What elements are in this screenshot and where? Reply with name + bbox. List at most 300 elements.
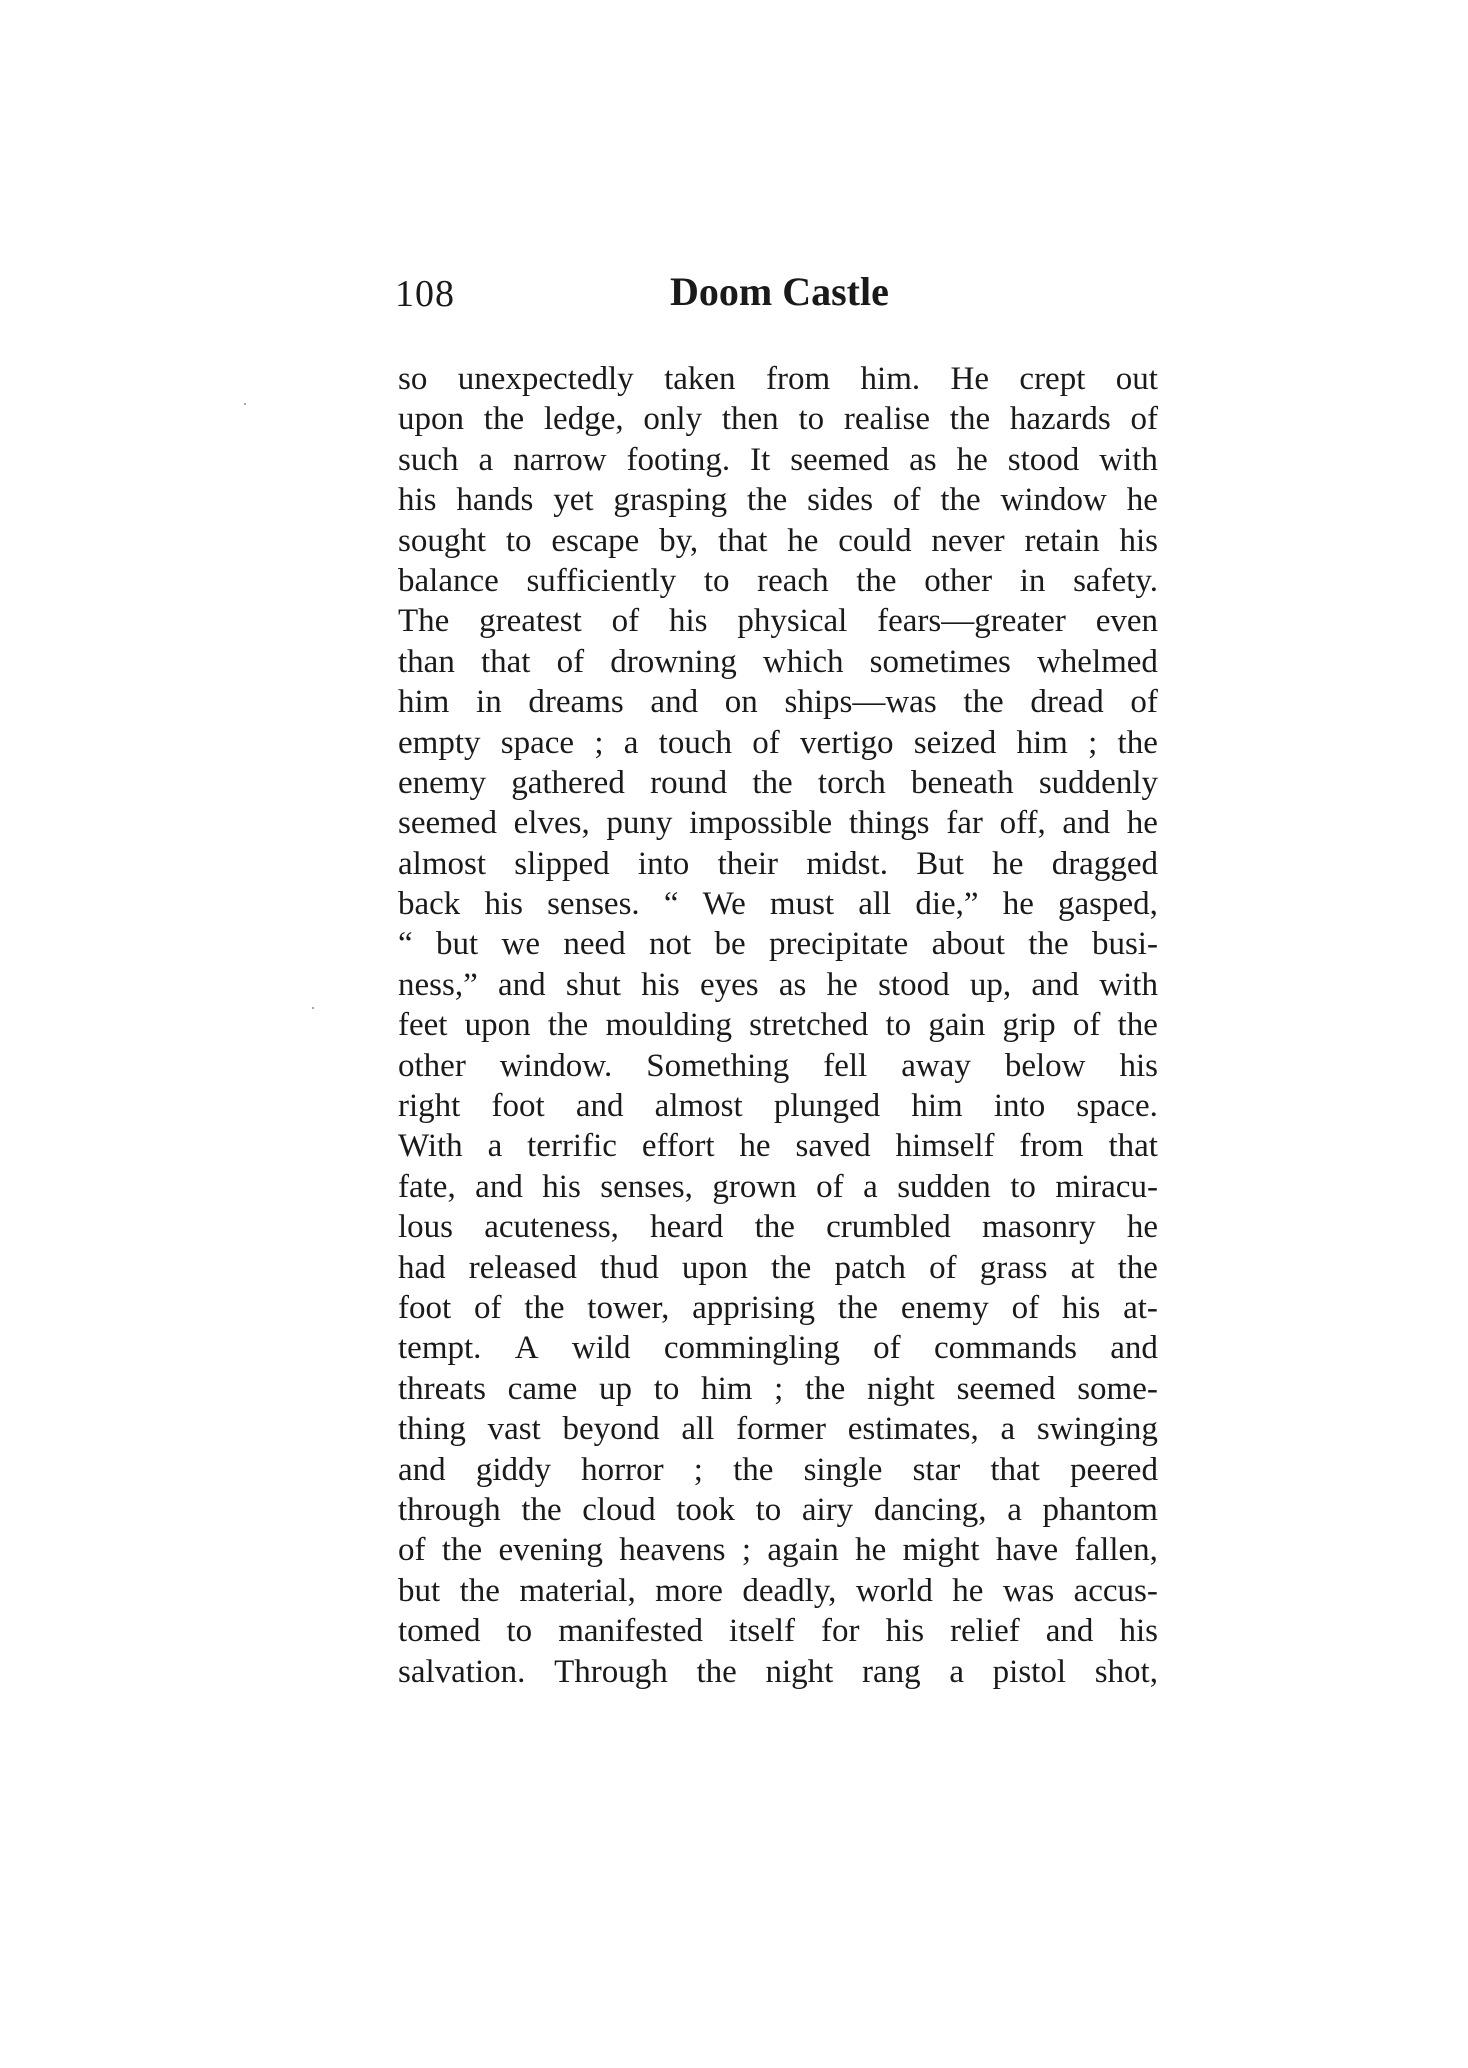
word: other <box>398 1047 466 1084</box>
word: stood <box>1007 441 1080 478</box>
word: eyes <box>699 966 759 1003</box>
word: foot <box>398 1289 452 1326</box>
text-line <box>398 682 1158 722</box>
word: midst. <box>806 845 888 882</box>
word: material, <box>519 1572 636 1609</box>
text-line <box>398 1450 1158 1490</box>
word: below <box>1004 1047 1086 1084</box>
text-line <box>398 359 1158 399</box>
word: than <box>398 643 455 680</box>
word: might <box>902 1532 980 1569</box>
word: to <box>703 562 730 599</box>
word: round <box>650 764 728 801</box>
word: senses, <box>600 1168 693 1205</box>
word: and <box>650 684 699 721</box>
word: things <box>848 805 930 842</box>
word: “ <box>398 926 413 963</box>
word: as <box>909 441 937 478</box>
word: A <box>514 1330 539 1367</box>
word: him <box>911 1088 963 1125</box>
word: such <box>398 441 459 478</box>
text-line <box>398 1369 1158 1409</box>
word: of <box>473 1289 502 1326</box>
word: a <box>478 441 494 478</box>
word: masonry <box>981 1209 1096 1246</box>
word: taken <box>664 361 736 397</box>
word: of <box>873 1330 901 1367</box>
word: escape <box>551 522 640 559</box>
text-line <box>398 1490 1158 1530</box>
word: seemed <box>956 1370 1056 1407</box>
word: sudden <box>897 1168 991 1205</box>
word: manifested <box>558 1613 703 1650</box>
word: far <box>946 805 983 842</box>
word: beyond <box>562 1411 660 1448</box>
word: seemed <box>398 805 497 842</box>
word: right <box>398 1088 461 1125</box>
word: ; <box>693 1451 703 1488</box>
text-line <box>398 1126 1158 1166</box>
word: heard <box>650 1209 724 1246</box>
word: the <box>746 482 788 519</box>
word: The <box>398 603 450 640</box>
word: which <box>762 643 844 680</box>
word: lous <box>398 1209 454 1246</box>
word: the <box>770 1249 812 1286</box>
text-line <box>398 1005 1158 1045</box>
word: yet <box>553 482 594 519</box>
word: die,” <box>915 886 979 923</box>
word: miracu- <box>1055 1168 1158 1205</box>
text-line <box>398 723 1158 763</box>
word: his <box>885 1613 925 1650</box>
word: with <box>1099 966 1158 1003</box>
word: enemy <box>398 764 486 801</box>
text-line <box>398 884 1158 924</box>
word: We <box>702 886 746 923</box>
word: not <box>648 926 692 963</box>
word: the <box>1117 1249 1158 1286</box>
word: estimates, <box>847 1411 979 1448</box>
word: plunged <box>773 1088 881 1125</box>
body-text <box>398 359 1158 1692</box>
word: effort <box>641 1128 715 1165</box>
word: was <box>1002 1572 1055 1609</box>
word: even <box>1095 603 1158 640</box>
word: ; <box>1088 724 1098 761</box>
word: reach <box>757 562 829 599</box>
word: that <box>480 643 531 680</box>
word: the <box>547 1007 589 1044</box>
word: evening <box>498 1532 603 1569</box>
word: the <box>949 401 991 438</box>
text-line <box>398 1409 1158 1449</box>
word: elves, <box>513 805 590 842</box>
word: upon <box>398 401 464 438</box>
word: night <box>867 1370 935 1407</box>
word: from <box>1019 1128 1084 1165</box>
word: at- <box>1123 1289 1158 1326</box>
word: former <box>736 1411 826 1448</box>
word: beneath <box>910 764 1014 801</box>
word: could <box>838 522 912 559</box>
word: shot, <box>1094 1653 1158 1690</box>
word: of <box>1130 401 1158 438</box>
word: gain <box>928 1007 986 1044</box>
word: that <box>1108 1128 1158 1165</box>
word: slipped <box>514 845 610 882</box>
word: terrific <box>527 1128 617 1165</box>
text-line <box>398 803 1158 843</box>
word: more <box>655 1572 723 1609</box>
word: shut <box>565 966 621 1003</box>
word: his <box>484 886 523 923</box>
word: into <box>993 1088 1046 1125</box>
word: of <box>816 1168 844 1205</box>
word: on <box>724 684 758 721</box>
word: he <box>855 1532 887 1569</box>
word: single <box>803 1451 883 1488</box>
word: that <box>717 522 768 559</box>
text-line <box>398 763 1158 803</box>
word: With <box>398 1128 463 1165</box>
word: saved <box>795 1128 871 1165</box>
word: window. <box>499 1047 613 1084</box>
word: safety. <box>1073 562 1158 599</box>
word: through <box>398 1491 501 1528</box>
text-line <box>398 1571 1158 1611</box>
word: came <box>507 1370 578 1407</box>
word: he <box>1126 1209 1158 1246</box>
word: impossible <box>689 805 833 842</box>
text-line <box>398 480 1158 520</box>
scan-speck <box>312 1007 314 1009</box>
word: He <box>950 361 990 397</box>
word: the <box>733 1451 774 1488</box>
word: a <box>623 724 639 761</box>
word: phantom <box>1042 1491 1158 1528</box>
word: away <box>901 1047 971 1084</box>
word: and <box>1045 1613 1094 1650</box>
word: torch <box>817 764 886 801</box>
word: he <box>787 522 819 559</box>
word: moulding <box>605 1007 732 1044</box>
word: the <box>754 1209 795 1246</box>
text-line <box>398 1611 1158 1651</box>
word: about <box>931 926 1005 963</box>
text-line <box>398 1530 1158 1570</box>
word: the <box>940 482 981 519</box>
word: to <box>653 1370 680 1407</box>
word: the <box>459 1572 500 1609</box>
word: and <box>1062 805 1111 842</box>
word: at <box>1070 1249 1095 1286</box>
word: stood <box>878 966 950 1003</box>
text-line <box>398 440 1158 480</box>
word: a <box>487 1128 503 1165</box>
word: salvation. <box>398 1653 526 1690</box>
word: sufficiently <box>526 562 677 599</box>
word: relief <box>950 1613 1020 1650</box>
text-line <box>398 1328 1158 1368</box>
word: the <box>837 1289 879 1326</box>
word: sides <box>807 482 874 519</box>
word: the <box>963 684 1004 721</box>
word: of <box>1011 1289 1040 1326</box>
word: up <box>598 1370 632 1407</box>
word: commands <box>933 1330 1077 1367</box>
text-line <box>398 1086 1158 1126</box>
word: the <box>804 1370 846 1407</box>
scan-speck <box>244 403 246 405</box>
word: his <box>398 482 437 519</box>
word: gathered <box>511 764 625 801</box>
word: ness,” <box>398 966 478 1003</box>
word: puny <box>606 805 673 842</box>
word: have <box>995 1532 1059 1569</box>
word: must <box>769 886 835 923</box>
word: some- <box>1077 1370 1158 1407</box>
word: and <box>498 966 546 1003</box>
word: a <box>949 1653 964 1690</box>
word: he <box>952 1572 984 1609</box>
word: into <box>637 845 690 882</box>
word: a <box>1007 1491 1022 1528</box>
word: but <box>398 1572 441 1609</box>
word: patch <box>834 1249 906 1286</box>
word: then <box>721 401 779 438</box>
word: off, <box>999 805 1046 842</box>
word: dancing, <box>873 1491 987 1528</box>
word: and <box>398 1451 446 1488</box>
word: and <box>575 1088 624 1125</box>
word: accus- <box>1073 1572 1158 1609</box>
word: pistol <box>992 1653 1067 1690</box>
text-line <box>398 601 1158 641</box>
word: tower, <box>587 1289 670 1326</box>
word: retain <box>1024 522 1100 559</box>
word: a <box>1000 1411 1016 1448</box>
word: ; <box>774 1370 784 1407</box>
word: the <box>441 1532 483 1569</box>
word: greatest <box>479 603 582 640</box>
word: window <box>1000 482 1107 519</box>
word: heavens <box>619 1532 726 1569</box>
word: feet <box>398 1007 448 1044</box>
text-line <box>398 1207 1158 1247</box>
word: had <box>398 1249 446 1286</box>
word: that <box>990 1451 1040 1488</box>
word: senses. <box>547 886 640 923</box>
word: took <box>676 1491 735 1528</box>
word: crept <box>1019 361 1086 397</box>
word: and <box>475 1168 523 1205</box>
word: thud <box>600 1249 659 1286</box>
word: “ <box>663 886 679 923</box>
word: fallen, <box>1074 1532 1158 1569</box>
word: as <box>778 966 807 1003</box>
word: Something <box>646 1047 790 1084</box>
word: the <box>483 401 525 438</box>
text-line <box>398 561 1158 601</box>
word: a <box>863 1168 878 1205</box>
word: of <box>752 724 780 761</box>
word: grasping <box>613 482 728 519</box>
text-line <box>398 924 1158 964</box>
word: his <box>1119 1047 1158 1084</box>
word: of <box>398 1532 426 1569</box>
word: to <box>755 1491 782 1528</box>
word: swinging <box>1036 1411 1158 1448</box>
word: thing <box>398 1411 466 1448</box>
word: his <box>668 603 708 640</box>
word: seized <box>913 724 997 761</box>
word: empty <box>398 724 481 761</box>
word: his <box>1119 1613 1158 1650</box>
text-line <box>398 1248 1158 1288</box>
word: upon <box>464 1007 531 1044</box>
word: grip <box>1002 1007 1056 1044</box>
word: cloud <box>582 1491 656 1528</box>
word: of <box>1072 1007 1101 1044</box>
word: he <box>956 441 988 478</box>
word: the <box>1117 724 1158 761</box>
word: to <box>885 1007 912 1044</box>
word: ; <box>741 1532 752 1569</box>
word: be <box>714 926 746 963</box>
word: the <box>524 1289 565 1326</box>
text-line <box>398 1167 1158 1207</box>
word: fears—greater <box>877 603 1066 640</box>
word: the <box>1117 1007 1158 1044</box>
text-line <box>398 642 1158 682</box>
word: and <box>1110 1330 1158 1367</box>
word: world <box>855 1572 933 1609</box>
word: rang <box>861 1653 921 1690</box>
word: to <box>798 401 825 438</box>
text-line <box>398 1288 1158 1328</box>
word: foot <box>491 1088 545 1125</box>
word: himself <box>895 1128 995 1165</box>
word: by, <box>659 522 699 559</box>
text-line <box>398 844 1158 884</box>
word: all <box>858 886 892 923</box>
word: we <box>501 926 540 963</box>
word: hands <box>456 482 534 519</box>
word: commingling <box>663 1330 840 1367</box>
word: up, <box>969 966 1012 1003</box>
word: fate, <box>398 1168 456 1205</box>
word: sought <box>398 522 487 559</box>
word: space. <box>1076 1088 1158 1125</box>
word: grass <box>979 1249 1048 1286</box>
word: his <box>1061 1289 1101 1326</box>
word: released <box>468 1249 577 1286</box>
word: But <box>916 845 964 882</box>
word: his <box>542 1168 581 1205</box>
word: vertigo <box>800 724 894 761</box>
word: peered <box>1070 1451 1158 1488</box>
word: but <box>436 926 479 963</box>
word: of <box>556 643 585 680</box>
word: touch <box>658 724 732 761</box>
word: airy <box>801 1491 854 1528</box>
word: It <box>750 441 771 478</box>
word: to <box>1010 1168 1036 1205</box>
word: so <box>398 361 428 397</box>
text-line <box>398 399 1158 439</box>
word: giddy <box>475 1451 551 1488</box>
word: his <box>1119 522 1158 559</box>
word: stretched <box>749 1007 869 1044</box>
word: night <box>765 1653 834 1690</box>
word: busi- <box>1091 926 1158 963</box>
word: to <box>506 1613 533 1650</box>
running-title: Doom Castle <box>670 269 889 314</box>
word: of <box>892 482 921 519</box>
text-line <box>398 965 1158 1005</box>
word: deadly, <box>742 1572 837 1609</box>
word: star <box>912 1451 961 1488</box>
word: from <box>765 361 831 397</box>
word: the <box>752 764 793 801</box>
word: him <box>701 1370 753 1407</box>
word: enemy <box>900 1289 989 1326</box>
word: out <box>1115 361 1158 397</box>
word: him. <box>860 361 921 397</box>
word: realise <box>843 401 931 438</box>
word: tempt. <box>398 1330 482 1367</box>
word: ; <box>594 724 604 761</box>
word: of <box>611 603 640 640</box>
word: in <box>476 684 502 721</box>
word: he <box>1126 482 1158 519</box>
word: the <box>856 562 897 599</box>
word: whelmed <box>1036 643 1158 680</box>
word: he <box>1002 886 1034 923</box>
word: almost <box>398 845 486 882</box>
word: sometimes <box>869 643 1011 680</box>
word: their <box>717 845 779 882</box>
word: narrow <box>513 441 607 478</box>
word: wild <box>571 1330 631 1367</box>
running-head <box>395 269 1155 332</box>
word: him <box>1016 724 1068 761</box>
word: almost <box>654 1088 743 1125</box>
word: to <box>505 522 532 559</box>
word: and <box>1031 966 1080 1003</box>
word: acuteness, <box>484 1209 619 1246</box>
word: the <box>1028 926 1069 963</box>
word: fell <box>823 1047 868 1084</box>
word: tomed <box>398 1613 481 1650</box>
word: back <box>398 886 461 923</box>
word: of <box>929 1249 957 1286</box>
word: gasped, <box>1058 886 1158 923</box>
word: dragged <box>1051 845 1158 882</box>
word: need <box>563 926 626 963</box>
word: of <box>1130 684 1158 721</box>
text-line <box>398 1652 1158 1692</box>
word: the <box>696 1653 737 1690</box>
word: footing. <box>626 441 731 478</box>
word: space <box>500 724 575 761</box>
word: with <box>1099 441 1158 478</box>
word: horror <box>581 1451 664 1488</box>
word: grown <box>712 1168 797 1205</box>
word: unexpectedly <box>457 361 634 397</box>
word: he <box>1126 805 1158 842</box>
